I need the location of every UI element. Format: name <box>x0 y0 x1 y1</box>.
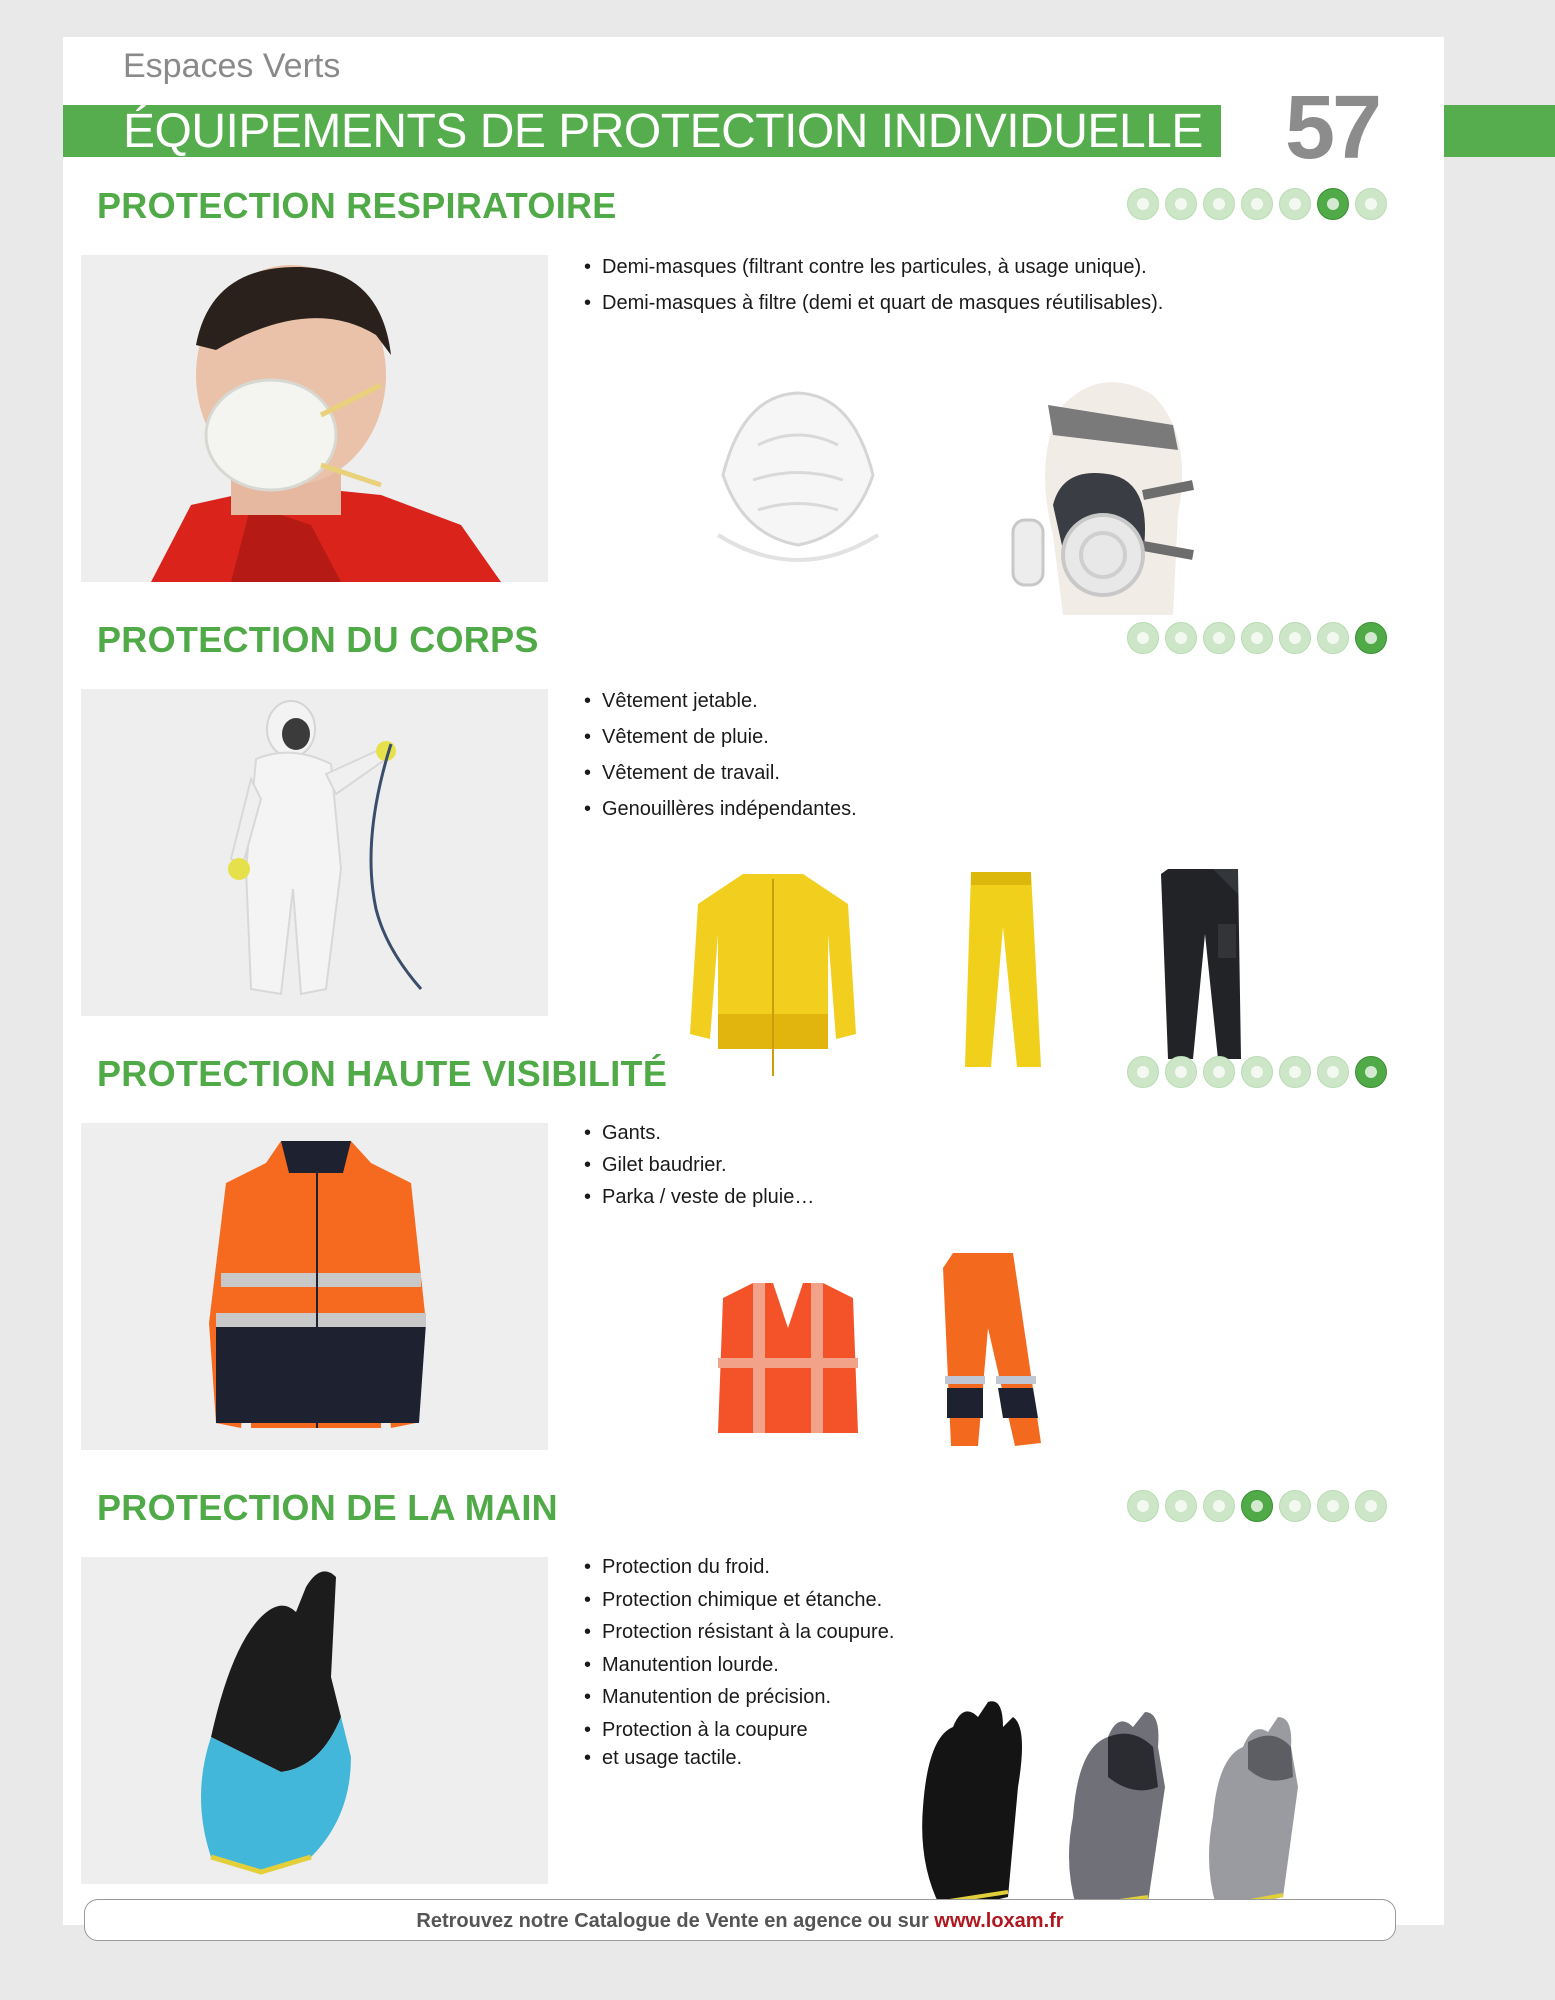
head-protection-icon <box>1165 1056 1197 1088</box>
eye-protection-icon <box>1203 1490 1235 1522</box>
ppe-icon-row <box>1127 1490 1387 1526</box>
body-protection-icon <box>1355 188 1387 220</box>
edge-tab <box>1444 105 1555 157</box>
bullet-item: • Vêtement de travail. <box>584 755 857 791</box>
cold-protection-glove-photo <box>81 1557 548 1884</box>
bullet-item: • Protection du froid. <box>584 1551 894 1584</box>
respiratory-protection-icon <box>1317 622 1349 654</box>
bullet-list <box>584 249 1163 321</box>
head-protection-icon <box>1165 622 1197 654</box>
hand-protection-icon <box>1241 1490 1273 1522</box>
section-title: PROTECTION DE LA MAIN <box>97 1487 558 1528</box>
ear-protection-icon <box>1127 622 1159 654</box>
ear-protection-icon <box>1127 188 1159 220</box>
page-title: ÉQUIPEMENTS DE PROTECTION INDIVIDUELLE <box>123 105 1203 158</box>
grey-precision-glove-image <box>1053 1707 1183 1917</box>
bullet-item-continuation: • et usage tactile. <box>584 1742 894 1775</box>
head-protection-icon <box>1165 1490 1197 1522</box>
respiratory-protection-icon <box>1317 1056 1349 1088</box>
reusable-half-mask-image <box>993 365 1203 615</box>
bullet-item: • Demi-masques à filtre (demi et quart de masques réutilisables). <box>584 285 1163 321</box>
section-body <box>63 619 1444 1039</box>
disposable-half-mask-image <box>703 385 893 585</box>
bullet-item: • Vêtement de pluie. <box>584 719 857 755</box>
section-label: Espaces Verts <box>123 47 341 85</box>
ppe-icon-row <box>1127 1056 1387 1092</box>
bullet-list <box>584 683 857 827</box>
section-title: PROTECTION DU CORPS <box>97 619 539 660</box>
hand-protection-icon <box>1241 188 1273 220</box>
black-work-glove-image <box>908 1697 1038 1917</box>
bullet-list <box>584 1117 814 1213</box>
respiratory-protection-icon <box>1317 188 1349 220</box>
bullet-item: • Gants. <box>584 1117 814 1149</box>
website-link[interactable]: www.loxam.fr <box>934 1910 1064 1932</box>
ppe-icon-row <box>1127 622 1387 658</box>
footer-banner <box>84 1899 1396 1941</box>
ear-protection-icon <box>1127 1490 1159 1522</box>
bullet-item: • Vêtement jetable. <box>584 683 857 719</box>
section-title: PROTECTION HAUTE VISIBILITÉ <box>97 1053 668 1094</box>
section-high-visibility <box>63 1053 1444 1473</box>
foot-protection-icon <box>1279 1056 1311 1088</box>
bullet-item: • Protection résistant à la coupure. <box>584 1616 894 1649</box>
bullet-item: • Protection à la coupure <box>584 1714 894 1747</box>
bullet-item: • Manutention de précision. <box>584 1681 894 1714</box>
head-protection-icon <box>1165 188 1197 220</box>
bullet-item: • Manutention lourde. <box>584 1649 894 1682</box>
work-trousers-image <box>1153 864 1248 1064</box>
hand-protection-icon <box>1241 622 1273 654</box>
high-visibility-vest-image <box>713 1278 863 1438</box>
foot-protection-icon <box>1279 622 1311 654</box>
eye-protection-icon <box>1203 622 1235 654</box>
respiratory-protection-icon <box>1317 1490 1349 1522</box>
bullet-item: • Parka / veste de pluie… <box>584 1181 814 1213</box>
body-protection-icon <box>1355 1490 1387 1522</box>
yellow-rain-jacket-image <box>688 864 858 1079</box>
bullet-item: • Genouillères indépendantes. <box>584 791 857 827</box>
hand-protection-icon <box>1241 1056 1273 1088</box>
yellow-rain-trousers-image <box>953 867 1053 1072</box>
eye-protection-icon <box>1203 188 1235 220</box>
section-respiratory <box>63 185 1444 605</box>
foot-protection-icon <box>1279 188 1311 220</box>
foot-protection-icon <box>1279 1490 1311 1522</box>
page-number: 57 <box>1285 78 1380 178</box>
section-hand <box>63 1487 1444 1907</box>
footer-text: Retrouvez notre Catalogue de Vente en agence ou sur <box>416 1910 935 1932</box>
man-with-dust-mask-photo <box>81 255 548 582</box>
section-title: PROTECTION RESPIRATOIRE <box>97 185 617 226</box>
eye-protection-icon <box>1203 1056 1235 1088</box>
light-grey-cut-glove-image <box>1193 1707 1313 1917</box>
catalog-page <box>63 37 1444 1932</box>
body-protection-icon <box>1355 622 1387 654</box>
ppe-icon-row <box>1127 188 1387 224</box>
high-visibility-trousers-image <box>933 1248 1048 1448</box>
bullet-item: • Demi-masques (filtrant contre les particules, à usage unique). <box>584 249 1163 285</box>
high-visibility-parka-photo <box>81 1123 548 1450</box>
worker-in-coverall-photo <box>81 689 548 1016</box>
body-protection-icon <box>1355 1056 1387 1088</box>
ear-protection-icon <box>1127 1056 1159 1088</box>
bullet-list <box>584 1551 894 1775</box>
bullet-item: • Gilet baudrier. <box>584 1149 814 1181</box>
bullet-item: • Protection chimique et étanche. <box>584 1584 894 1617</box>
